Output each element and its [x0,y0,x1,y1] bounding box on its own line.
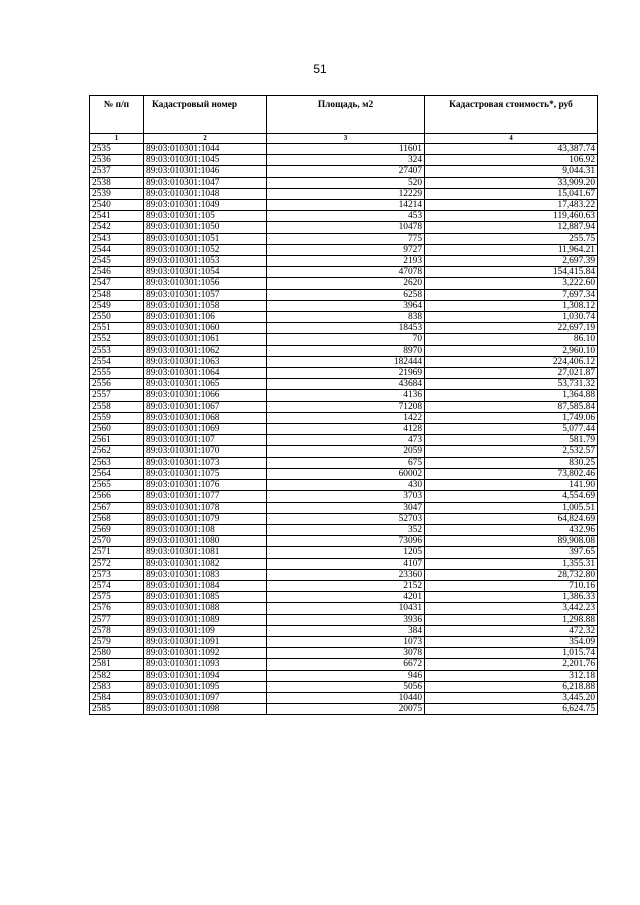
column-number: 1 [90,134,144,144]
area-value: 352 [267,524,425,535]
cadastral-number: 89:03:010301:1097 [144,692,267,703]
table-row [90,334,598,345]
table-row [90,300,598,311]
cadastral-number: 89:03:010301:1080 [144,536,267,547]
table-body [90,144,598,715]
cadastral-cost: 73,802.46 [425,468,598,479]
header-index: № п/п [90,96,144,134]
area-value: 10431 [267,603,425,614]
area-value: 52703 [267,513,425,524]
cadastral-cost: 830.25 [425,457,598,468]
area-value: 3964 [267,300,425,311]
cadastral-cost: 2,201.76 [425,659,598,670]
table-row [90,312,598,323]
row-index: 2557 [90,390,144,401]
area-value: 11601 [267,144,425,155]
cadastral-number: 89:03:010301:1089 [144,614,267,625]
cadastral-number: 89:03:010301:1062 [144,345,267,356]
area-value: 4128 [267,424,425,435]
area-value: 5056 [267,681,425,692]
cadastral-number: 89:03:010301:1060 [144,323,267,334]
row-index: 2563 [90,457,144,468]
cadastral-cost: 354.09 [425,636,598,647]
cadastral-number: 89:03:010301:1044 [144,144,267,155]
area-value: 1073 [267,636,425,647]
row-index: 2542 [90,222,144,233]
row-index: 2562 [90,446,144,457]
area-value: 1422 [267,412,425,423]
cadastral-cost: 1,749.06 [425,412,598,423]
table-row [90,592,598,603]
cadastral-number: 89:03:010301:105 [144,211,267,222]
area-value: 9727 [267,244,425,255]
table-row [90,603,598,614]
row-index: 2558 [90,401,144,412]
cadastral-cost: 3,442.23 [425,603,598,614]
cadastral-cost: 89,908.08 [425,536,598,547]
area-value: 1205 [267,547,425,558]
table-row [90,491,598,502]
area-value: 21969 [267,368,425,379]
cadastral-cost: 33,909.20 [425,177,598,188]
cadastral-cost: 28,732.80 [425,569,598,580]
row-index: 2535 [90,144,144,155]
row-index: 2541 [90,211,144,222]
cadastral-cost: 2,960.10 [425,345,598,356]
table-row [90,692,598,703]
table-row [90,558,598,569]
area-value: 23360 [267,569,425,580]
table-row [90,670,598,681]
cadastral-cost: 1,355.31 [425,558,598,569]
table-row [90,323,598,334]
cadastral-cost: 1,364.88 [425,390,598,401]
table-row [90,289,598,300]
row-index: 2554 [90,356,144,367]
cadastral-cost: 224,406.12 [425,356,598,367]
cadastral-cost: 5,077.44 [425,424,598,435]
table-row [90,256,598,267]
row-index: 2577 [90,614,144,625]
header-cadastral-cost: Кадастровая стоимость*, руб [425,96,598,134]
table-row [90,513,598,524]
table-row [90,144,598,155]
table-row [90,379,598,390]
cadastral-number: 89:03:010301:1076 [144,480,267,491]
table-row [90,569,598,580]
header-area: Площадь, м2 [267,96,425,134]
cadastral-number: 89:03:010301:1067 [144,401,267,412]
row-index: 2564 [90,468,144,479]
cadastral-number: 89:03:010301:1068 [144,412,267,423]
area-value: 14214 [267,200,425,211]
row-index: 2539 [90,188,144,199]
cadastral-cost: 312.18 [425,670,598,681]
row-index: 2549 [90,300,144,311]
table-row [90,681,598,692]
cadastral-number: 89:03:010301:1057 [144,289,267,300]
row-index: 2543 [90,233,144,244]
cadastral-cost: 1,015.74 [425,648,598,659]
cadastral-number: 89:03:010301:109 [144,625,267,636]
area-value: 73096 [267,536,425,547]
cadastral-cost: 710.16 [425,580,598,591]
cadastral-cost: 6,218.88 [425,681,598,692]
row-index: 2580 [90,648,144,659]
table-row [90,233,598,244]
area-value: 10440 [267,692,425,703]
cadastral-number: 89:03:010301:1079 [144,513,267,524]
row-index: 2550 [90,312,144,323]
area-value: 3703 [267,491,425,502]
row-index: 2576 [90,603,144,614]
cadastral-number: 89:03:010301:1051 [144,233,267,244]
column-number: 3 [267,134,425,144]
cadastral-cost: 87,585.84 [425,401,598,412]
cadastral-number: 89:03:010301:1073 [144,457,267,468]
area-value: 71208 [267,401,425,412]
area-value: 70 [267,334,425,345]
cadastral-cost: 1,030.74 [425,312,598,323]
cadastral-cost: 255.75 [425,233,598,244]
row-index: 2538 [90,177,144,188]
table-row [90,704,598,715]
area-value: 473 [267,435,425,446]
area-value: 838 [267,312,425,323]
cadastral-number: 89:03:010301:1048 [144,188,267,199]
row-index: 2559 [90,412,144,423]
cadastral-cost: 472.32 [425,625,598,636]
row-index: 2574 [90,580,144,591]
cadastral-cost: 6,624.75 [425,704,598,715]
row-index: 2553 [90,345,144,356]
row-index: 2540 [90,200,144,211]
area-value: 47078 [267,267,425,278]
area-value: 60002 [267,468,425,479]
cadastral-number: 89:03:010301:1056 [144,278,267,289]
cadastral-cost: 397.65 [425,547,598,558]
area-value: 4107 [267,558,425,569]
area-value: 20075 [267,704,425,715]
cadastral-cost: 15,041.67 [425,188,598,199]
row-index: 2568 [90,513,144,524]
cadastral-cost: 3,445.20 [425,692,598,703]
cadastral-cost: 7,697.34 [425,289,598,300]
table-row [90,659,598,670]
cadastral-number: 89:03:010301:1098 [144,704,267,715]
cadastral-number: 89:03:010301:108 [144,524,267,535]
row-index: 2582 [90,670,144,681]
cadastral-number: 89:03:010301:1054 [144,267,267,278]
cadastral-number: 89:03:010301:1061 [144,334,267,345]
row-index: 2546 [90,267,144,278]
cadastral-number: 89:03:010301:1066 [144,390,267,401]
area-value: 4136 [267,390,425,401]
cadastral-number: 89:03:010301:107 [144,435,267,446]
table-row [90,356,598,367]
area-value: 2059 [267,446,425,457]
row-index: 2560 [90,424,144,435]
cadastral-number: 89:03:010301:1094 [144,670,267,681]
cadastral-number: 89:03:010301:1088 [144,603,267,614]
table-row [90,401,598,412]
row-index: 2556 [90,379,144,390]
cadastral-cost: 2,697.39 [425,256,598,267]
area-value: 12229 [267,188,425,199]
table-row [90,435,598,446]
cadastral-number: 89:03:010301:1063 [144,356,267,367]
row-index: 2555 [90,368,144,379]
table-row [90,636,598,647]
table-row [90,155,598,166]
cadastral-number: 89:03:010301:1077 [144,491,267,502]
table-row [90,211,598,222]
row-index: 2570 [90,536,144,547]
row-index: 2567 [90,502,144,513]
row-index: 2572 [90,558,144,569]
column-number-row [90,134,598,144]
cadastral-number: 89:03:010301:1052 [144,244,267,255]
cadastral-number: 89:03:010301:1095 [144,681,267,692]
cadastral-number: 89:03:010301:1078 [144,502,267,513]
cadastral-cost: 1,386.33 [425,592,598,603]
table-row [90,625,598,636]
table-row [90,412,598,423]
cadastral-cost: 432.96 [425,524,598,535]
table-row [90,446,598,457]
area-value: 4201 [267,592,425,603]
cadastral-number: 89:03:010301:1049 [144,200,267,211]
cadastral-cost: 154,415.84 [425,267,598,278]
cadastral-cost: 119,460.63 [425,211,598,222]
table-row [90,424,598,435]
column-number: 4 [425,134,598,144]
cadastral-cost: 4,554.69 [425,491,598,502]
area-value: 18453 [267,323,425,334]
table-row [90,547,598,558]
cadastral-cost: 581.79 [425,435,598,446]
area-value: 775 [267,233,425,244]
cadastral-cost: 17,483.22 [425,200,598,211]
area-value: 8970 [267,345,425,356]
area-value: 2193 [267,256,425,267]
table-header-row [90,96,598,134]
cadastral-number: 89:03:010301:1065 [144,379,267,390]
cadastral-number: 89:03:010301:1046 [144,166,267,177]
cadastral-number: 89:03:010301:1045 [144,155,267,166]
area-value: 43684 [267,379,425,390]
row-index: 2552 [90,334,144,345]
area-value: 3936 [267,614,425,625]
cadastral-cost: 1,308.12 [425,300,598,311]
cadastral-table [89,95,598,715]
cadastral-number: 89:03:010301:1093 [144,659,267,670]
area-value: 6672 [267,659,425,670]
cadastral-number: 89:03:010301:1050 [144,222,267,233]
table-row [90,244,598,255]
table-row [90,177,598,188]
cadastral-cost: 53,731.32 [425,379,598,390]
table-row [90,166,598,177]
row-index: 2566 [90,491,144,502]
table-row [90,480,598,491]
cadastral-number: 89:03:010301:1053 [144,256,267,267]
table-row [90,200,598,211]
cadastral-cost: 86.10 [425,334,598,345]
row-index: 2575 [90,592,144,603]
cadastral-cost: 3,222.60 [425,278,598,289]
column-number: 2 [144,134,267,144]
area-value: 27407 [267,166,425,177]
area-value: 520 [267,177,425,188]
row-index: 2578 [90,625,144,636]
table-row [90,614,598,625]
row-index: 2548 [90,289,144,300]
cadastral-cost: 43,387.74 [425,144,598,155]
cadastral-number: 89:03:010301:1047 [144,177,267,188]
cadastral-cost: 22,697.19 [425,323,598,334]
cadastral-number: 89:03:010301:1082 [144,558,267,569]
area-value: 3078 [267,648,425,659]
table-row [90,457,598,468]
table-row [90,648,598,659]
cadastral-cost: 64,824.69 [425,513,598,524]
cadastral-number: 89:03:010301:1069 [144,424,267,435]
area-value: 430 [267,480,425,491]
table-row [90,222,598,233]
cadastral-cost: 12,887.94 [425,222,598,233]
cadastral-cost: 2,532.57 [425,446,598,457]
cadastral-number: 89:03:010301:1092 [144,648,267,659]
row-index: 2571 [90,547,144,558]
row-index: 2545 [90,256,144,267]
cadastral-cost: 1,298.88 [425,614,598,625]
cadastral-cost: 9,044.31 [425,166,598,177]
cadastral-number: 89:03:010301:1081 [144,547,267,558]
table-row [90,536,598,547]
area-value: 675 [267,457,425,468]
cadastral-number: 89:03:010301:1084 [144,580,267,591]
area-value: 324 [267,155,425,166]
area-value: 6258 [267,289,425,300]
table-row [90,580,598,591]
cadastral-number: 89:03:010301:1091 [144,636,267,647]
cadastral-cost: 106.92 [425,155,598,166]
row-index: 2581 [90,659,144,670]
table-row [90,502,598,513]
table-row [90,278,598,289]
row-index: 2573 [90,569,144,580]
row-index: 2544 [90,244,144,255]
table-row [90,390,598,401]
cadastral-cost: 141.90 [425,480,598,491]
row-index: 2536 [90,155,144,166]
area-value: 10478 [267,222,425,233]
area-value: 453 [267,211,425,222]
row-index: 2585 [90,704,144,715]
cadastral-cost: 11,964.21 [425,244,598,255]
cadastral-cost: 1,005.51 [425,502,598,513]
table-row [90,468,598,479]
area-value: 3047 [267,502,425,513]
row-index: 2561 [90,435,144,446]
area-value: 2620 [267,278,425,289]
cadastral-number: 89:03:010301:1085 [144,592,267,603]
row-index: 2569 [90,524,144,535]
cadastral-number: 89:03:010301:1064 [144,368,267,379]
area-value: 182444 [267,356,425,367]
area-value: 946 [267,670,425,681]
table-row [90,368,598,379]
cadastral-number: 89:03:010301:106 [144,312,267,323]
area-value: 384 [267,625,425,636]
row-index: 2551 [90,323,144,334]
row-index: 2547 [90,278,144,289]
cadastral-number: 89:03:010301:1070 [144,446,267,457]
cadastral-number: 89:03:010301:1083 [144,569,267,580]
table-row [90,524,598,535]
cadastral-cost: 27,021.87 [425,368,598,379]
row-index: 2537 [90,166,144,177]
table-row [90,267,598,278]
row-index: 2584 [90,692,144,703]
page-number: 51 [313,62,327,76]
header-cadastral-number: Кадастровый номер [144,96,267,134]
cadastral-number: 89:03:010301:1075 [144,468,267,479]
area-value: 2152 [267,580,425,591]
row-index: 2579 [90,636,144,647]
table-row [90,345,598,356]
cadastral-number: 89:03:010301:1058 [144,300,267,311]
table-row [90,188,598,199]
row-index: 2583 [90,681,144,692]
row-index: 2565 [90,480,144,491]
